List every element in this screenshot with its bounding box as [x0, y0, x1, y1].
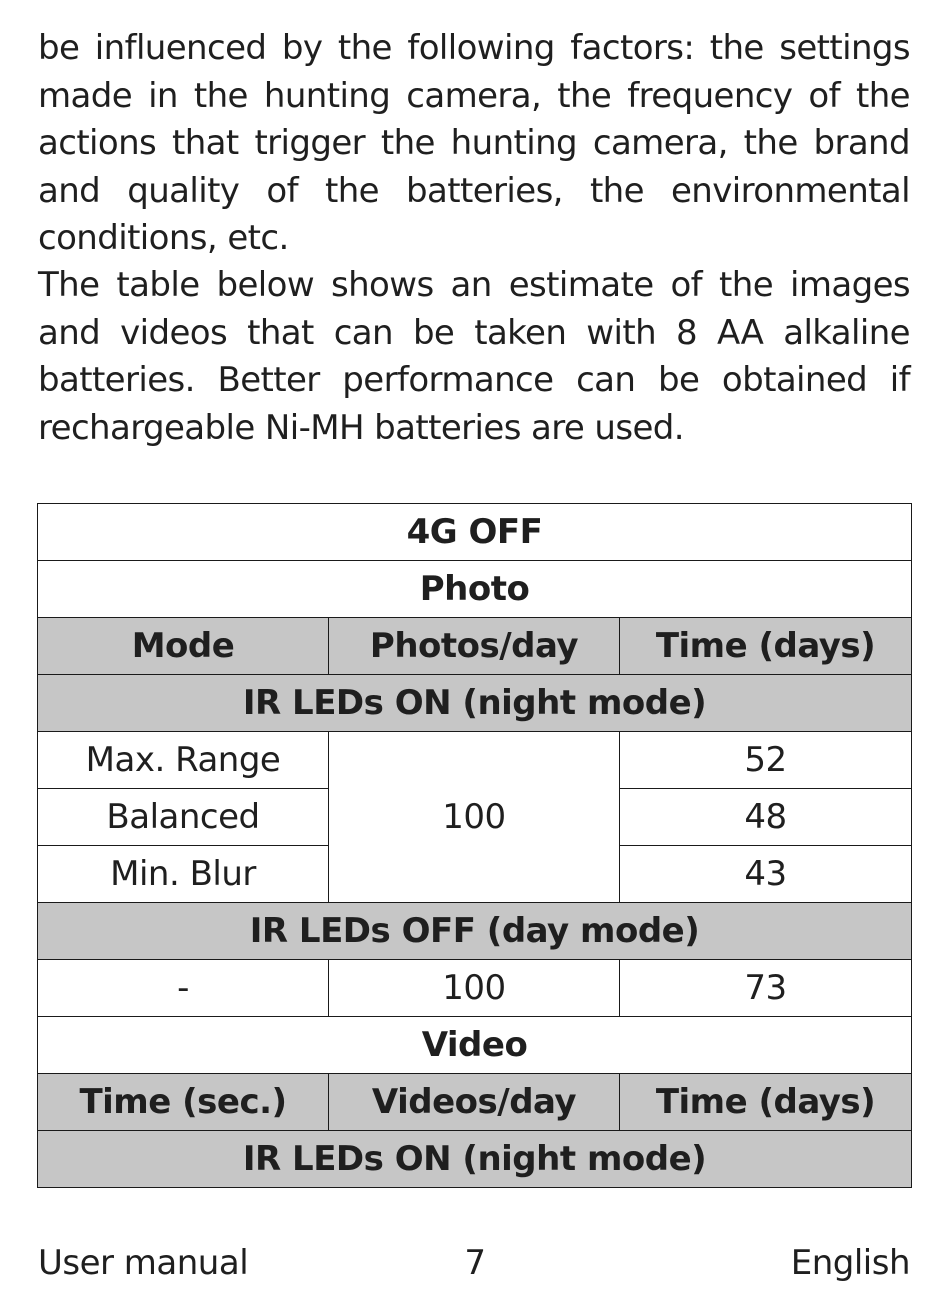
column-header-photos-per-day: Photos/day	[329, 618, 620, 675]
intro-paragraph-1: be influenced by the following factors: the settings made in the hunting camera, the frequency of the actions that trigger the hunting camera, the brand and quality of the batteries, the environmental conditions, etc.	[38, 28, 910, 258]
column-header-videos-per-day: Videos/day	[329, 1074, 620, 1131]
table-row	[38, 960, 912, 1017]
table-cell-mode: -	[38, 960, 329, 1017]
table-row	[38, 561, 912, 618]
table-cell-mode: Balanced	[38, 789, 329, 846]
table-row	[38, 1074, 912, 1131]
intro-paragraph-2: The table below shows an estimate of the images and videos that can be taken with 8 AA alkaline batteries. Better performance can be obtained if rechargeable Ni-MH batteries are used.	[38, 265, 910, 448]
table-row	[38, 903, 912, 960]
table-cell-days: 43	[620, 846, 912, 903]
table-row	[38, 1131, 912, 1188]
table-cell-days: 48	[620, 789, 912, 846]
table-row	[38, 504, 912, 561]
photo-night-mode-label: IR LEDs ON (night mode)	[38, 675, 912, 732]
footer-manual-label: User manual	[38, 1243, 249, 1283]
table-cell-photos-per-day: 100	[329, 732, 620, 903]
battery-life-table	[37, 503, 912, 1188]
column-header-time-days: Time (days)	[620, 1074, 912, 1131]
footer-language-label: English	[790, 1243, 910, 1283]
table-row	[38, 732, 912, 789]
video-section-heading: Video	[38, 1017, 912, 1074]
page-number: 7	[464, 1243, 486, 1283]
column-header-mode: Mode	[38, 618, 329, 675]
table-cell-mode: Min. Blur	[38, 846, 329, 903]
table-cell-days: 52	[620, 732, 912, 789]
table-cell-mode: Max. Range	[38, 732, 329, 789]
photo-day-mode-label: IR LEDs OFF (day mode)	[38, 903, 912, 960]
table-title: 4G OFF	[38, 504, 912, 561]
table-row	[38, 618, 912, 675]
photo-section-heading: Photo	[38, 561, 912, 618]
table-row	[38, 1017, 912, 1074]
table-row	[38, 675, 912, 732]
table-cell-days: 73	[620, 960, 912, 1017]
column-header-time-sec: Time (sec.)	[38, 1074, 329, 1131]
table-cell-photos-per-day: 100	[329, 960, 620, 1017]
column-header-time-days: Time (days)	[620, 618, 912, 675]
video-night-mode-label: IR LEDs ON (night mode)	[38, 1131, 912, 1188]
